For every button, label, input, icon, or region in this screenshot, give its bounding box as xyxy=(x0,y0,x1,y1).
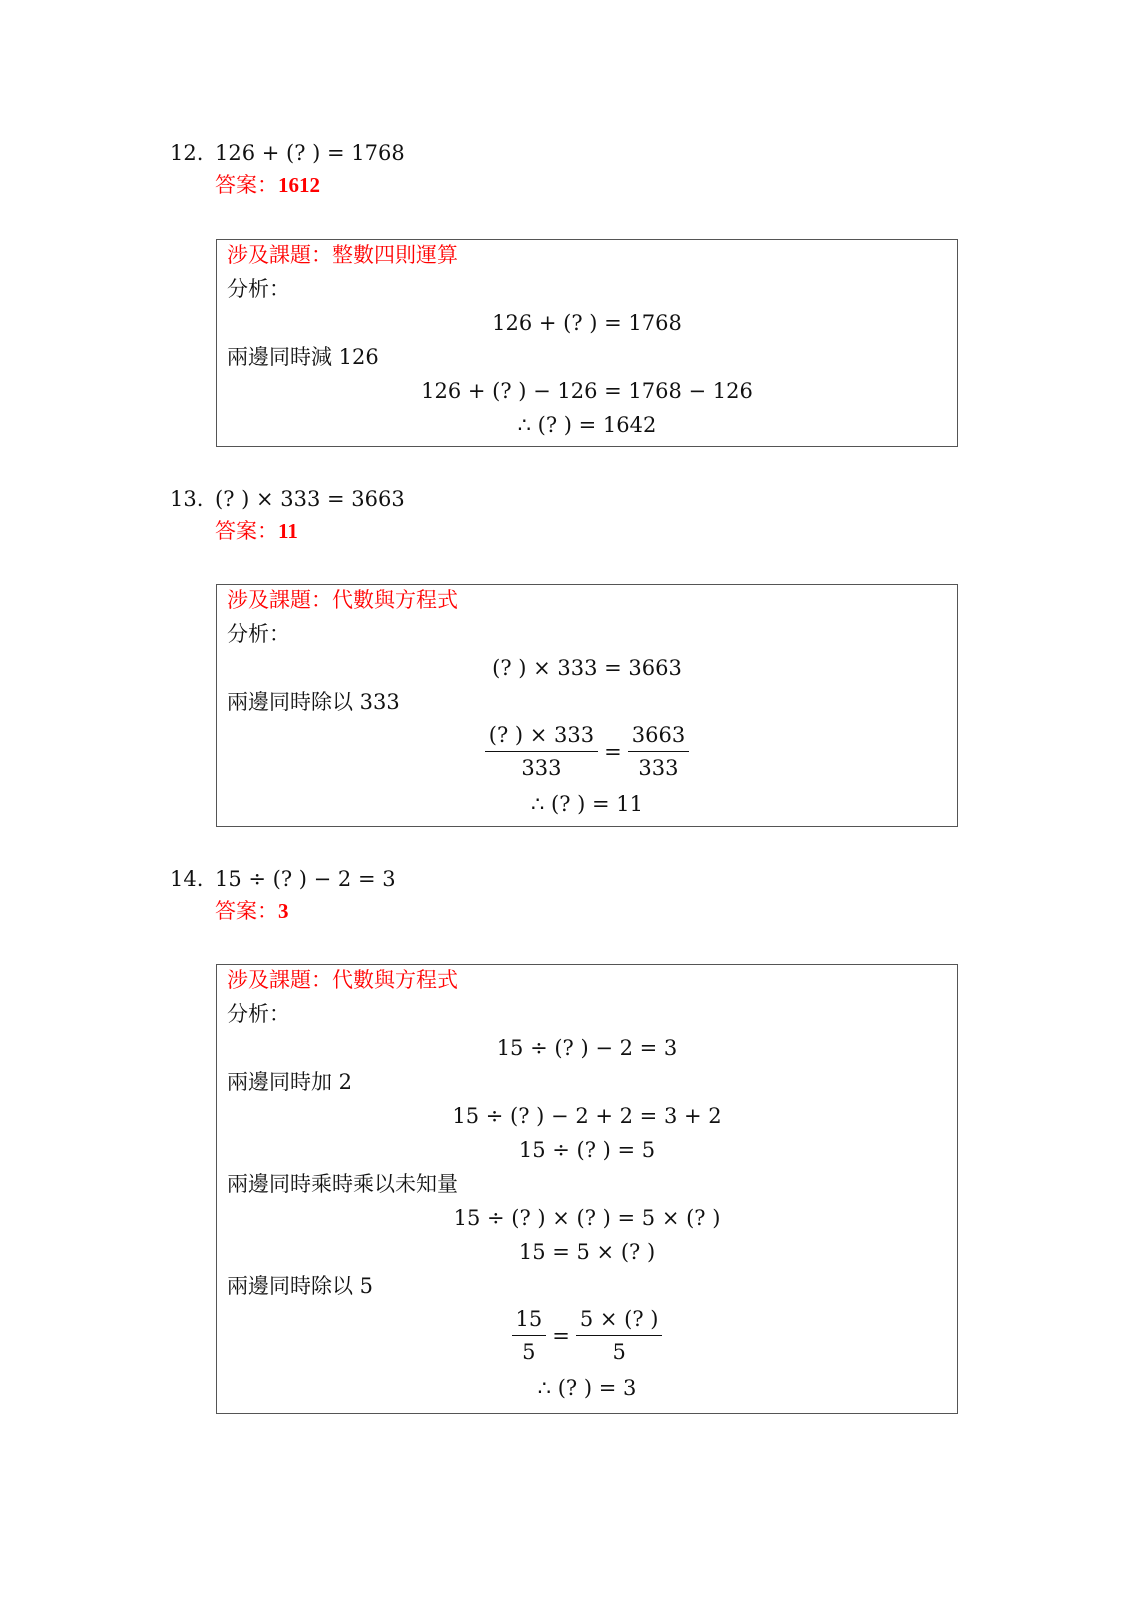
analysis-box-13 xyxy=(216,584,958,827)
analysis-label: 分析： xyxy=(227,1002,290,1026)
equation: 15 ÷ (? ) − 2 + 2 = 3 + 2 xyxy=(452,1104,722,1128)
denominator: 5 xyxy=(612,1340,626,1364)
denominator: 333 xyxy=(521,756,562,780)
answer-value: 1612 xyxy=(278,173,320,197)
answer xyxy=(215,896,289,926)
step-text: 兩邊同時除以 5 xyxy=(227,1274,374,1298)
fraction-right xyxy=(576,1305,663,1366)
equation: (? ) × 333 = 3663 xyxy=(492,656,682,680)
equation-result: ∴ (? ) = 3 xyxy=(537,1376,637,1400)
equation: 15 ÷ (? ) = 5 xyxy=(518,1138,656,1162)
topic-heading: 涉及課題：整數四則運算 xyxy=(227,243,458,267)
analysis-box-14 xyxy=(216,964,958,1414)
fraction-left xyxy=(512,1305,547,1366)
equation: 15 = 5 × (? ) xyxy=(518,1240,656,1264)
equation: 126 + (? ) − 126 = 1768 − 126 xyxy=(421,379,753,403)
answer-label: 答案： xyxy=(215,519,278,543)
question-number: 13. xyxy=(170,487,204,511)
fraction-right xyxy=(628,721,689,782)
answer xyxy=(215,170,320,200)
analysis-box-12 xyxy=(216,239,958,447)
denominator: 5 xyxy=(522,1340,536,1364)
numerator: 15 xyxy=(512,1305,547,1336)
denominator: 333 xyxy=(638,756,679,780)
equals-sign: = xyxy=(604,739,622,764)
analysis-label: 分析： xyxy=(227,277,290,301)
equals-sign: = xyxy=(552,1323,570,1348)
question-expression: (? ) × 333 = 3663 xyxy=(215,487,405,511)
answer-label: 答案： xyxy=(215,173,278,197)
step-text: 兩邊同時減 126 xyxy=(227,345,379,369)
step-text: 兩邊同時加 2 xyxy=(227,1070,353,1094)
equation-result: ∴ (? ) = 1642 xyxy=(517,413,657,437)
topic-heading: 涉及課題：代數與方程式 xyxy=(227,968,458,992)
numerator: 5 × (? ) xyxy=(576,1305,663,1336)
fraction-equation xyxy=(217,1305,957,1366)
question-expression: 126 + (? ) = 1768 xyxy=(215,141,405,165)
answer-value: 11 xyxy=(278,519,298,543)
answer xyxy=(215,516,298,546)
numerator: (? ) × 333 xyxy=(485,721,598,752)
question-number: 12. xyxy=(170,141,204,165)
question-expression: 15 ÷ (? ) − 2 = 3 xyxy=(215,867,396,891)
equation: 15 ÷ (? ) − 2 = 3 xyxy=(496,1036,678,1060)
equation-result: ∴ (? ) = 11 xyxy=(530,792,644,816)
fraction-left xyxy=(485,721,598,782)
equation: 126 + (? ) = 1768 xyxy=(492,311,682,335)
fraction-equation xyxy=(217,721,957,782)
equation: 15 ÷ (? ) × (? ) = 5 × (? ) xyxy=(453,1206,721,1230)
answer-label: 答案： xyxy=(215,899,278,923)
question-number: 14. xyxy=(170,867,204,891)
numerator: 3663 xyxy=(628,721,689,752)
topic-heading: 涉及課題：代數與方程式 xyxy=(227,588,458,612)
analysis-label: 分析： xyxy=(227,622,290,646)
step-text: 兩邊同時除以 333 xyxy=(227,690,400,714)
step-text: 兩邊同時乘時乘以未知量 xyxy=(227,1172,458,1196)
answer-value: 3 xyxy=(278,899,289,923)
